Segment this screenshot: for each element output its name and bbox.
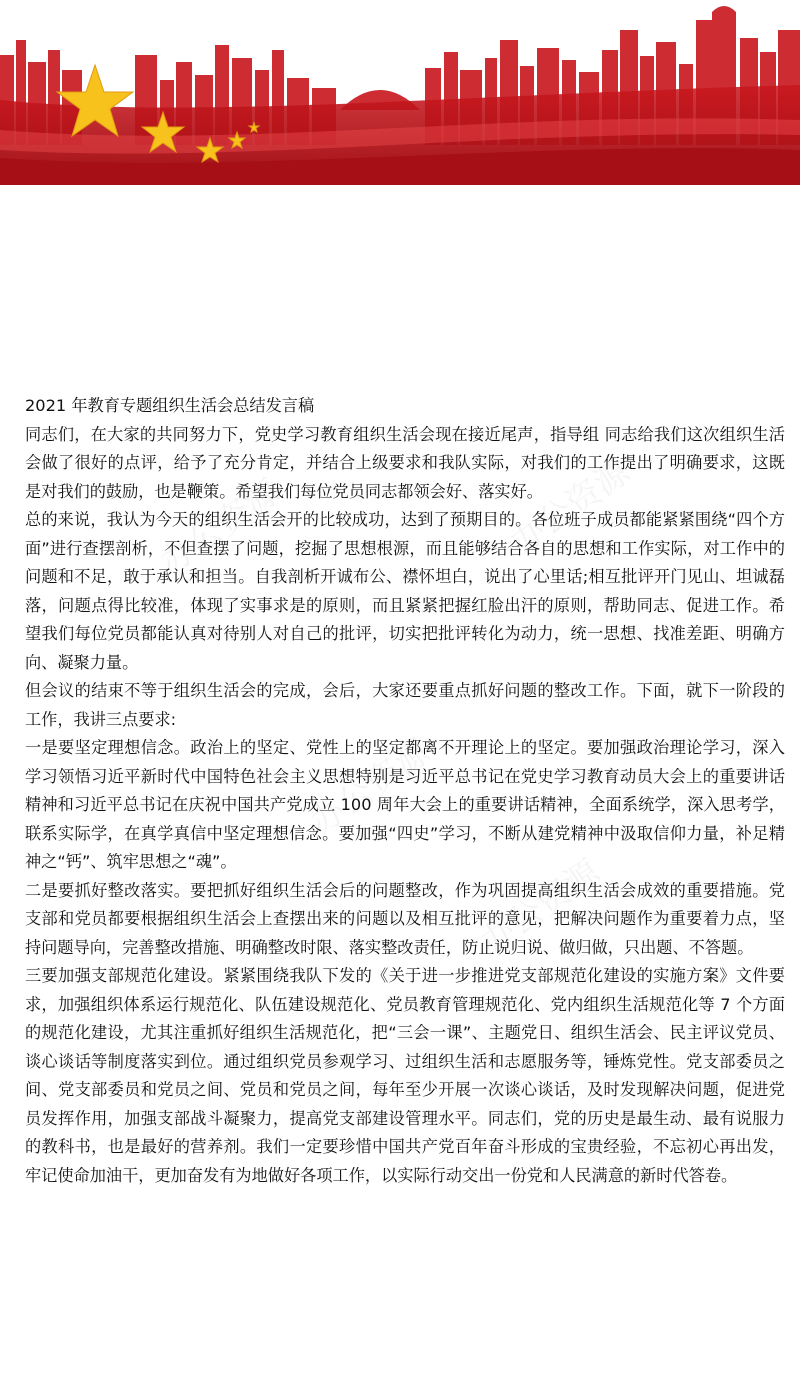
skyline-with-stars-banner <box>0 0 800 185</box>
paragraph-requirement-1: 一是要坚定理想信念。政治上的坚定、党性上的坚定都离不开理论上的坚定。要加强政治理论学习，深入学习领悟习近平新时代中国特色社会主义思想特别是习近平总书记在党史学习教育动员大会上的重要讲话精神和习近平总书记在庆祝中国共产党成立 100 周年大会上的重要讲话精神，全面系统学，深入思考学，联系实际学，在真学真信中坚定理想信念。要加强“四史”学习，不断从建党精神中汲取信仰力量，补足精神之“钙”、筑牢思想之“魂”。 <box>25 738 785 871</box>
paragraph-summary: 总的来说，我认为今天的组织生活会开的比较成功，达到了预期目的。各位班子成员都能紧紧围绕“四个方面”进行查摆剖析，不但查摆了问题，挖掘了思想根源，而且能够结合各自的思想和工作实际，对工作中的问题和不足，敢于承认和担当。自我剖析开诚布公、襟怀坦白，说出了心里话;相互批评开门见山、坦诚磊落，问题点得比较准，体现了实事求是的原则，而且紧紧把握红脸出汗的原则，帮助同志、促进工作。希望我们每位党员都能认真对待别人对自己的批评，切实把批评转化为动力，统一思想、找准差距、明确方向、凝聚力量。 <box>25 510 785 672</box>
paragraph-requirement-3: 三要加强支部规范化建设。紧紧围绕我队下发的《关于进一步推进党支部规范化建设的实施方案》文件要求，加强组织体系运行规范化、队伍建设规范化、党员教育管理规范化、党内组织生活规范化等 7 个方面的规范化建设，尤其注重抓好组织生活规范化，把“三会一课”、主题党日、组织生活会、民主评议党员、谈心谈话等制度落实到位。通过组织党员参观学习、过组织生活和志愿服务等，锤炼党性。党支部委员之间、党支部委员和党员之间、党员和党员之间，每年至少开展一次谈心谈话，及时发现解决问题，促进党员发挥作用，加强支部战斗凝聚力，提高党支部建设管理水平。同志们，党的历史是最生动、最有说服力的教科书，也是最好的营养剂。我们一定要珍惜中国共产党百年奋斗形成的宝贵经验，不忘初心再出发，牢记使命加油干，更加奋发有为地做好各项工作，以实际行动交出一份党和人民满意的新时代答卷。 <box>25 966 785 1185</box>
document-title: 2021 年教育专题组织生活会总结发言稿 <box>25 396 315 415</box>
document-body <box>25 392 785 1190</box>
paragraph-intro: 同志们，在大家的共同努力下，党史学习教育组织生活会现在接近尾声，指导组 同志给我们这次组织生活会做了很好的点评，给予了充分肯定，并结合上级要求和我队实际，对我们的工作提出了明确要求，这既是对我们的鼓励，也是鞭策。希望我们每位党员同志都领会好、落实好。 <box>25 424 785 501</box>
paragraph-transition: 但会议的结束不等于组织生活会的完成，会后，大家还要重点抓好问题的整改工作。下面，就下一阶段的工作，我讲三点要求: <box>25 681 785 729</box>
paragraph-requirement-2: 二是要抓好整改落实。要把抓好组织生活会后的问题整改，作为巩固提高组织生活会成效的重要措施。党支部和党员都要根据组织生活会上查摆出来的问题以及相互批评的意见，把解决问题作为重要着力点，坚持问题导向，完善整改措施、明确整改时限、落实整改责任，防止说归说、做归做，只出题、不答题。 <box>25 880 785 957</box>
header-banner <box>0 0 800 185</box>
